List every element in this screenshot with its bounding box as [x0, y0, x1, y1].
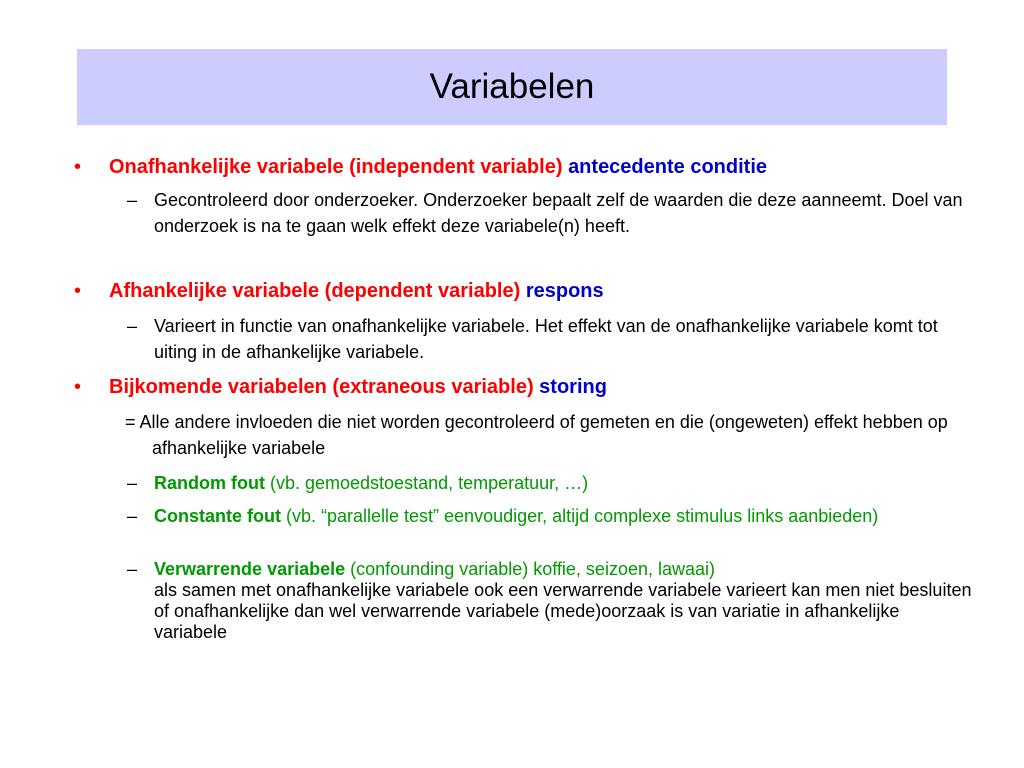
random-error-label: Random fout — [154, 473, 265, 493]
bullet-marker: • — [74, 156, 82, 178]
heading-independent: Onafhankelijke variabele (independent variable) — [109, 156, 563, 178]
definition-extraneous — [125, 409, 965, 461]
constant-error-examples: (vb. “parallelle test” eenvoudiger, altijd complexe stimulus links aanbieden) — [280, 506, 879, 526]
constant-error-label: Constante fout — [154, 506, 281, 526]
heading-dependent-alt: respons — [525, 280, 604, 302]
sub-text-dependent: Varieert in functie van onafhankelijke variabele. Het effekt van de onafhankelijke variabele komt tot uiting in de afhankelijke variabele. — [154, 316, 938, 362]
dash-marker: – — [127, 316, 138, 336]
bullet-marker: • — [74, 280, 82, 302]
slide-title-box — [77, 49, 947, 125]
sub-text-independent: Gecontroleerd door onderzoeker. Onderzoeker bepaalt zelf de waarden die deze aanneemt. Doel van onderzoek is na te gaan welk effekt deze variabele(n) heeft. — [154, 190, 963, 236]
sub-item-independent — [127, 187, 967, 239]
heading-dependent: Afhankelijke variabele (dependent variable) — [109, 280, 521, 302]
confounding-explanation: als samen met onafhankelijke variabele ook een verwarrende variabele varieert kan men niet besluiten of onafhankelijke dan wel verwarrende variabele (mede)oorzaak is van variatie in afhankelijke variabele — [154, 580, 972, 642]
confounding-label: Verwarrende variabele — [154, 559, 346, 579]
heading-independent-alt: antecedente conditie — [568, 156, 767, 178]
definition-text: = Alle andere invloeden die niet worden gecontroleerd of gemeten en die (ongeweten) effekt hebben op afhankelijke variabele — [125, 412, 948, 458]
confounding-examples: (confounding variable) koffie, seizoen, lawaai) — [345, 559, 716, 579]
heading-extraneous-alt: storing — [539, 376, 607, 398]
random-error-examples: (vb. gemoedstoestand, temperatuur, …) — [264, 473, 589, 493]
bullet-marker: • — [74, 376, 82, 398]
sub-item-confounding — [127, 559, 977, 643]
slide-title: Variabelen — [429, 67, 595, 106]
sub-item-dependent — [127, 313, 967, 365]
dash-marker: – — [127, 506, 138, 526]
sub-item-constant-error — [127, 503, 967, 529]
heading-extraneous: Bijkomende variabelen (extraneous variable) — [109, 376, 534, 398]
dash-marker: – — [127, 473, 138, 493]
sub-item-random-error — [127, 470, 967, 496]
dash-marker: – — [127, 190, 138, 210]
dash-marker: – — [127, 559, 138, 579]
